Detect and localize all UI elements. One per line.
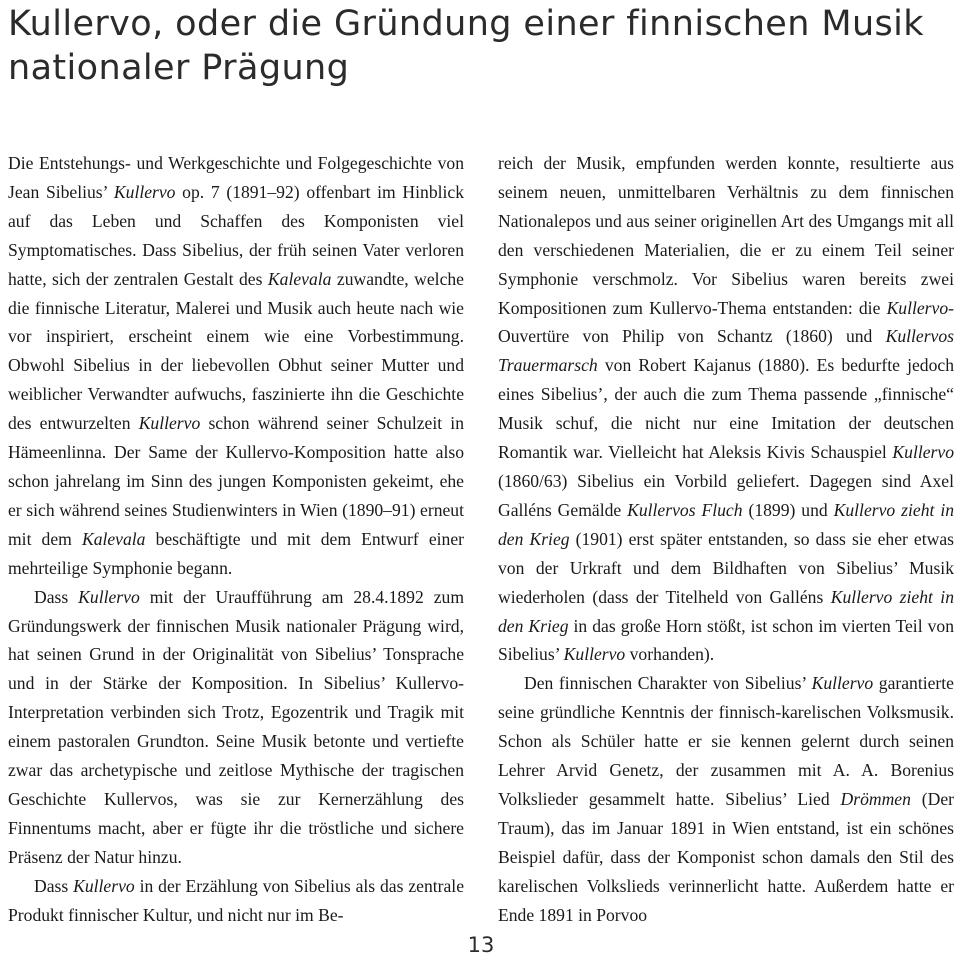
left-column [8,149,464,929]
paragraph: Dass Kullervo in der Erzählung von Sibelius als das zentrale Produkt finnischer Kultur, und nicht nur im Be- [8,875,465,925]
paragraph: reich der Musik, empfunden werden konnte, resultierte aus seinem neuen, unmittelbaren Verhältnis zu dem finnischen Nationalepos und aus seiner originellen Art des Umgangs mit all den verschiedenen Materialien, die er zu einem Teil seiner Symphonie verschmolz. Vor Sibelius waren bereits zwei Kompositionen zum Kullervo-Thema entstanden: die Kullervo-Ouvertüre von Philip von Schantz (1860) und Kullervos Trauermarsch von Robert Kajanus (1880). Es bedurfte jedoch eines Sibelius’, der auch die zum Thema passende „finnische“ Musik schuf, die nicht nur eine Imitation der deutschen Romantik war. Vielleicht hat Aleksis Kivis Schauspiel Kullervo (1860/63) Sibelius ein Vorbild geliefert. Dagegen sind Axel Galléns Gemälde Kullervos Fluch (1899) und Kullervo zieht in den Krieg (1901) erst später entstanden, so dass sie eher etwas von der Urkraft und dem Bildhaften von Sibelius’ Musik wiederholen (dass der Titelheld von Galléns Kullervo zieht in den Krieg in das große Horn stößt, ist schon im vierten Teil von Sibelius’ Kullervo vorhanden). [498,153,954,665]
paragraph: Den finnischen Charakter von Sibelius’ Kullervo garantierte seine gründliche Kenntnis der finnisch-karelischen Volksmusik. Schon als Schüler hatte er sie kennen gelernt durch seinen Lehrer Arvid Genetz, der zusammen mit A. A. Borenius Volkslieder gesammelt hatte. Sibelius’ Lied Drömmen (Der Traum), das im Januar 1891 in Wien entstand, ist ein schönes Beispiel dafür, dass der Komponist schon damals den Stil des karelischen Volkslieds verinnerlicht hatte. Außerdem hatte er Ende 1891 in Porvoo [498,673,955,925]
page-number: 13 [467,933,495,957]
paragraph: Die Entstehungs- und Werkgeschichte und Folgegeschichte von Jean Sibelius’ Kullervo op. 7 (1891–92) offenbart im Hinblick auf das Leben und Schaffen des Komponisten viel Symptomatisches. Dass Sibelius, der früh seinen Vater verloren hatte, sich der zentralen Gestalt des Kalevala zuwandte, welche die finnische Literatur, Malerei und Musik auch heute nach wie vor inspiriert, erscheint einem wie eine Vorbestimmung. Obwohl Sibelius in der liebevollen Obhut seiner Mutter und weiblicher Verwandter aufwuchs, faszinierte ihn die Geschichte des entwurzelten Kullervo schon während seiner Schulzeit in Hämeenlinna. Der Same der Kullervo-Komposition hatte also schon jahrelang im Sinn des jungen Komponisten gekeimt, ehe er sich während seines Studienwinters in Wien (1890–91) erneut mit dem Kalevala beschäftigte und mit dem Entwurf einer mehrteilige Symphonie begann. [8,153,465,578]
right-column [498,149,954,929]
paragraph: Dass Kullervo mit der Uraufführung am 28.4.1892 zum Gründungswerk der finnischen Musik nationaler Prägung wird, hat seinen Grund in der Originalität von Sibelius’ Tonsprache und in der Stärke der Komposition. In Sibelius’ Kullervo-Interpretation verbinden sich Trotz, Egozentrik und Tragik mit einem pastoralen Grundton. Seine Musik betonte und vertiefte zwar das archetypische und zeitlose Mythische der tragischen Geschichte Kullervos, was sie zur Kernerzählung des Finnentums macht, aber er fügte ihr die tröstliche und sichere Präsenz der Natur hinzu. [8,586,465,867]
chapter-title: Kullervo, oder die Gründung einer finnischen Musik nationaler Prägung [8,4,924,88]
